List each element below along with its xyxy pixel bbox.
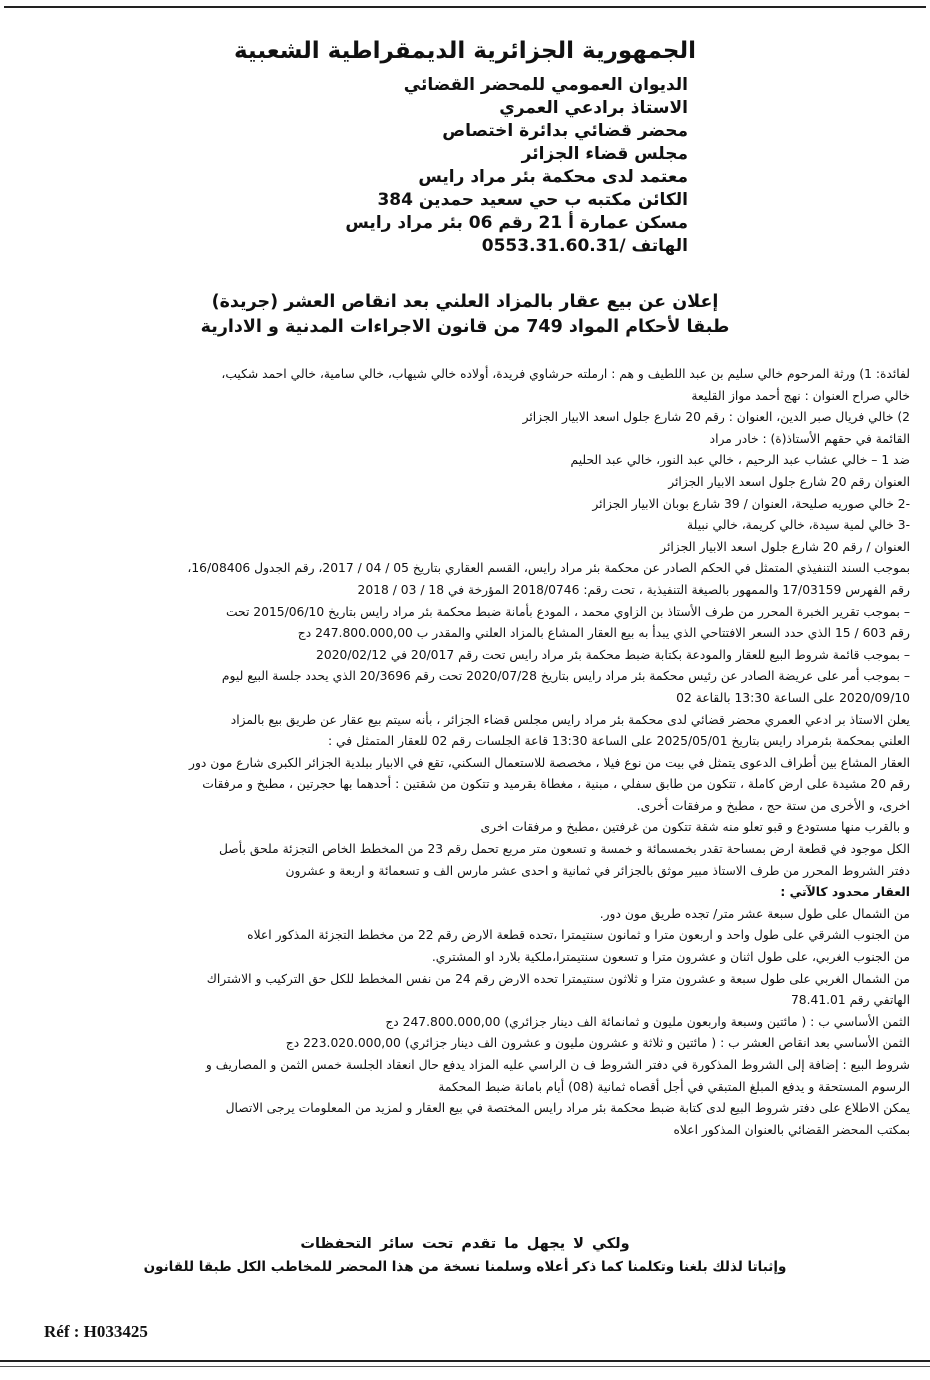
body-line: رقم 20 مشيدة على ارض كاملة ، تتكون من طابق سفلي ، مبنية ، مغطاة بقرميد و تتكون من شقتين : أحدهما بها حجرتين ، مطبخ و مرفقات <box>202 777 910 792</box>
header-line: مجلس قضاء الجزائر <box>521 144 688 164</box>
closing-block <box>0 1232 930 1278</box>
body-line: يعلن الاستاذ بر ادعي العمري محضر قضائي لدى محكمة بئر مراد رايس مجلس قضاء الجزائر ، بأنه سيتم بيع عقار عن طريق بيع بالمزاد <box>230 712 910 727</box>
body-line: العنوان رقم 20 شارع جلول اسعد الابيار الجزائر <box>668 474 910 489</box>
body-line: شروط البيع : إضافة إلى الشروط المذكورة في دفتر الشروط ف ن الراسي عليه المزاد يدفع حال انعقاد الجلسة خمس الثمن و المصاريف و <box>205 1058 910 1072</box>
header-line: محضر قضائي بدائرة اختصاص <box>442 121 688 141</box>
closing-line: ولكي لا يجهل ما تقدم تحت سائر التحفظات <box>300 1236 630 1252</box>
body-line: – بموجب أمر على عريضة الصادر عن رئيس محكمة بئر مراد رايس بتاريخ 2020/07/28 تحت رقم 20/3696 الذي يحدد جلسة البيع ليوم <box>221 669 910 684</box>
republic-heading: الجمهورية الجزائرية الديمقراطية الشعبية <box>233 38 697 64</box>
body-line: العلني بمحكمة بئرمراد رايس بتاريخ 2025/05/01 على الساعة 13:30 قاعة الجلسات رقم 02 للعقار المتمثل في : <box>328 734 910 749</box>
body-line: العقار المشاع بين أطراف الدعوى يتمثل في بيت من نوع فيلا ، مخصصة للاستعمال السكني، تقع في الابيار ببلدية الجزائر الكبرى شارع مون دور <box>189 755 910 770</box>
reference-number: Réf : H033425 <box>44 1322 148 1341</box>
body-line: الثمن الأساسي بعد انقاص العشر ب : ( مائتين و ثلاثة و عشرون مليون و عشرون الف دينار جزائري) 223.020.000,00 دج <box>285 1036 910 1051</box>
header-line: الكائن مكتبه ب حي سعيد حمدين 384 <box>377 190 688 210</box>
body-line: العقار محدود كالآتي : <box>780 885 910 900</box>
body-line: الهاتفي رقم 78.41.01 <box>790 993 910 1008</box>
body-line: دفتر الشروط المحرر من طرف الاستاذ مبير موثق بالجزائر في ثمانية و احدى عشر مارس الف و تسعمائة و اربعة و عشرون <box>285 863 910 878</box>
body-line: رقم الفهرس 17/03159 والممهور بالصيغة التنفيذية ، تحت رقم: 2018/0746 المؤرخة في 18 / 03 / 2018 <box>357 582 910 597</box>
header-line: الاستاذ برادعي العمري <box>499 98 688 118</box>
closing-line: وإثباتا لذلك بلغنا وتكلمنا كما ذكر أعلاه وسلمنا نسخة من هذا المحضر للمخاطب الكل طبقا للقانون <box>143 1259 787 1275</box>
body-line: – بموجب قائمة شروط البيع للعقار والمودعة بكتابة ضبط محكمة بئر مراد رايس تحت رقم 20/017 في 2020/02/12 <box>316 647 910 662</box>
body-line: -2 خالي صوريه صليحة، العنوان / 39 شارع بوبان الابيار الجزائر <box>592 496 910 511</box>
body-line: الكل موجود في قطعة ارض بمساحة تقدر بخمسمائة و خمسة و تسعون متر مربع تحمل رقم 23 من المخطط الخاص التجزئة ملحق بأصل <box>218 842 910 857</box>
header-line: الديوان العمومي للمحضر القضائي <box>403 75 688 95</box>
bailiff-header <box>228 74 688 258</box>
body-line: الثمن الأساسي ب : ( مائتين وسبعة واربعون مليون و ثمانمائة الف دينار جزائري) 247.800.000,00 دج <box>385 1014 910 1029</box>
body-line: لفائدة: 1) ورثة المرحوم خالي سليم بن عبد اللطيف و هم : ارملته حرشاوي فريدة، أولاده خالي شيهاب، خالي سامية، خالي احمد شكيب، <box>221 367 910 381</box>
body-line: -3 خالي لمية سيدة، خالي كريمة، خالي نبيلة <box>687 518 910 533</box>
header-line: مسكن عمارة أ 21 رقم 06 بئر مراد رايس <box>345 213 688 233</box>
top-border-line <box>4 6 926 8</box>
body-line: الرسوم المستحقة و يدفع المبلغ المتبقي في أجل أقصاه ثمانية (08) أيام بامانة ضبط المحكمة <box>438 1079 910 1094</box>
body-line: 2020/09/10 على الساعة 13:30 بالقاعة 02 <box>676 690 910 705</box>
body-line: 2) خالي فريال صبر الدين، العنوان : رقم 20 شارع جلول اسعد الابيار الجزائر <box>522 410 910 425</box>
body-line: القائمة في حقهم الأستاذ(ة) : خادر مراد <box>709 431 910 446</box>
body-line: يمكن الاطلاع على دفتر شروط البيع لدى كتابة ضبط محكمة بئر مراد رايس المختصة في بيع العقار و لمزيد من المعلومات يرجى الاتصال <box>225 1101 910 1116</box>
title-line: طبقا لأحكام المواد 749 من قانون الاجراءات المدنية و الادارية <box>200 317 730 337</box>
header-line: الهاتف /0553.31.60.31 <box>481 236 688 256</box>
body-line: ضد 1 – خالي عشاب عبد الرحيم ، خالي عبد النور، خالي عبد الحليم <box>570 453 910 468</box>
announcement-title <box>0 290 930 340</box>
bottom-border-line <box>0 1360 930 1362</box>
title-line: إعلان عن بيع عقار بالمزاد العلني بعد انقاص العشر (جريدة) <box>211 292 719 312</box>
body-line: و بالقرب منها مستودع و قبو تعلو منه شقة تتكون من غرفتين ،مطبخ و مرفقات اخرى <box>480 820 910 835</box>
body-line: العنوان / رقم 20 شارع جلول اسعد الابيار الجزائر <box>660 539 910 554</box>
announcement-body <box>10 364 910 1141</box>
body-line: رقم 603 / 15 الذي حدد السعر الافتتاحي الذي يبدأ به بيع العقار المشاع بالمزاد العلني والمقدر ب 247.800.000,00 دج <box>297 626 910 641</box>
body-line: اخرى، و الأخرى من ستة حج ، مطبخ و مرفقات أخرى. <box>636 798 910 813</box>
body-line: من الشمال على طول سبعة عشر متر/ تجده طريق مون دور. <box>599 906 910 921</box>
body-line: بموجب السند التنفيذي المتمثل في الحكم الصادر عن محكمة بئر مراد رايس، القسم العقاري بتاريخ 05 / 04 / 2017، رقم الجدول 16/08406، <box>187 561 910 576</box>
body-line: – بموجب تقرير الخبرة المحرر من طرف الأستاذ بن الزاوي محمد ، المودع بأمانة ضبط محكمة بئر مراد رايس بتاريخ 2015/06/10 تحت <box>225 604 910 619</box>
body-line: من الجنوب الشرقي على طول واحد و اربعون مترا و ثمانون سنتيمترا ،تحده قطعة الارض رقم 22 من مخطط التجزئة المذكور اعلاه <box>247 928 910 943</box>
body-line: من الشمال الغربي على طول سبعة و عشرون مترا و ثلاثون سنتيمترا تحده الارض رقم 24 من نفس المخطط للكل حق التركيب و الاشتراك <box>206 971 910 986</box>
header-line: معتمد لدى محكمة بئر مراد رايس <box>418 167 688 187</box>
bottom-border-line <box>0 1366 930 1367</box>
body-line: بمكتب المحضر القضائي بالعنوان المذكور اعلاه <box>673 1122 910 1137</box>
body-line: خالي صراح العنوان : نهج أحمد مواز القليعة <box>691 388 910 403</box>
body-line: من الجنوب الغربي، على طول اثنان و عشرون مترا و تسعون سنتيمترا،ملكية بلارد او المشتري. <box>431 950 910 965</box>
